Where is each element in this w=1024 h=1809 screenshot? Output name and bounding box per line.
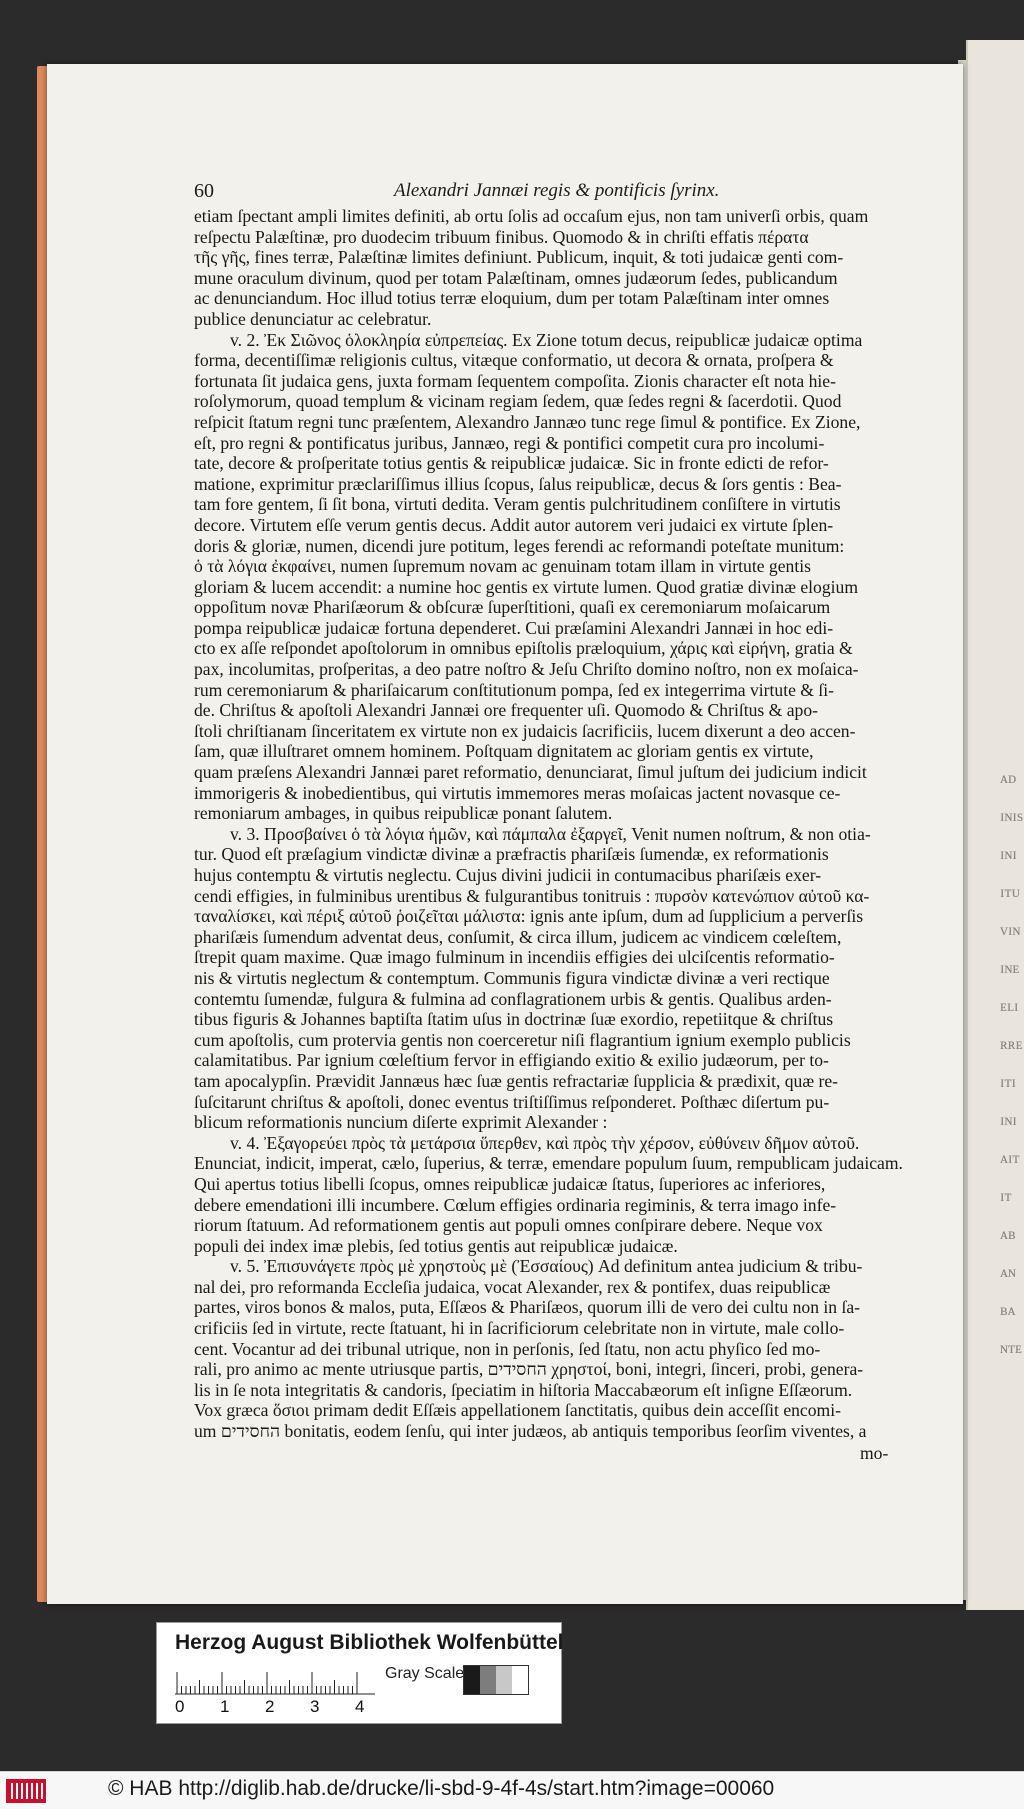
ruler-number: 2 bbox=[265, 1697, 275, 1716]
text-line: blicum reformationis nuncium diſerte exprimit Alexander : bbox=[194, 1112, 608, 1133]
ruler-number: 4 bbox=[355, 1697, 365, 1716]
next-page-fragment: ᴀɪᴛ bbox=[1000, 1150, 1020, 1167]
text-line: v. 3. Προσβαίνει ὁ τὰ λόγια ἡμῶν, καὶ πάμπαλα ἐξαργεῖ, Venit numen noſtrum, & non otia- bbox=[230, 823, 871, 844]
running-title: Alexandri Jannæi regis & pontificis ſyrinx. bbox=[394, 180, 720, 201]
next-page-fragment: ᴠɪɴ bbox=[1000, 922, 1021, 939]
text-line: roſolymorum, quoad templum & vicinam regiam ſedem, quæ ſedes regni & ſacerdotii. Quod bbox=[194, 391, 842, 412]
next-page-fragment: ɪɴɪ bbox=[1000, 1112, 1017, 1129]
text-line: tur. Quod eſt præſagium vindictæ divinæ a præfractis phariſæis ſumendæ, ex reformationis bbox=[194, 844, 829, 865]
text-line: de. Chriſtus & apoſtoli Alexandri Jannæi ore frequenter uſi. Quomodo & Chriſtus & apo- bbox=[194, 700, 818, 721]
next-page-fragment: ɪᴛᴜ bbox=[1000, 884, 1021, 901]
text-line: v. 4. Ἐξαγορεύει πρὸς τὰ μετάρσια ὕπερθεν, καὶ πρὸς τὴν χέρσον, εὐθύνειν δῆμον αὐτοῦ. bbox=[230, 1132, 860, 1153]
next-page-fragment: ɪᴛɪ bbox=[1000, 1074, 1016, 1091]
text-line: tam apocalypſin. Prævidit Jannæus hæc ſuæ gentis refractariæ ſupplicia & prædixit, quæ re- bbox=[194, 1070, 839, 1091]
hab-logo-icon bbox=[6, 1779, 46, 1803]
next-page-fragment: ɪɴᴇ bbox=[1000, 960, 1020, 977]
text-line: ſtoli chriſtianam ſinceritatem ex virtute non ex judaicis ſacrificiis, lucem dixerunt a deo accen- bbox=[194, 720, 856, 741]
gray-scale-patches bbox=[463, 1665, 529, 1695]
text-line: ταναλίσκει, καὶ πέριξ αὐτοῦ ῥοιζεῖται μάλιστα: ignis ante ipſum, dum ad ſupplicium a perverſis bbox=[194, 906, 864, 927]
text-line: rali, pro animo ac mente utriusque partis, החסידים χρηστοί, boni, integri, ſinceri, probi, genera- bbox=[194, 1359, 864, 1380]
text-line: cto ex aſſe reſpondet apoſtolorum in omnibus epiſtolis præloquium, χάρις καὶ εἰρήνη, gratia & bbox=[194, 638, 853, 659]
source-url[interactable]: © HAB http://diglib.hab.de/drucke/li-sbd-9-4f-4s/start.htm?image=00060 bbox=[108, 1777, 775, 1800]
text-line: tate, decore & proſperitate totius gentis & reipublicæ judaicæ. Sic in fronte edicti de refor- bbox=[194, 453, 829, 474]
ruler-number: 0 bbox=[175, 1697, 185, 1716]
footer-bar bbox=[0, 1771, 1024, 1809]
text-line: cent. Vocantur ad dei tribunal utrique, non in perſonis, ſed ſtatu, non actu phyſico ſed mo- bbox=[194, 1338, 821, 1359]
text-line: populi dei index imæ plebis, ſed totius gentis aut reipublicæ judaicæ. bbox=[194, 1235, 678, 1256]
text-line: etiam ſpectant ampli limites definiti, ab ortu ſolis ad occaſum ejus, non tam univerſi orbis, quam bbox=[194, 206, 869, 226]
running-head bbox=[194, 180, 914, 208]
text-line: quam præſens Alexandri Jannæi paret reformatio, denunciarat, ſimul juſtum dei judicium indicit bbox=[194, 762, 867, 783]
next-page-fragment: ʀʀᴇ bbox=[1000, 1036, 1023, 1053]
text-line: ſtrepit quam maxime. Quæ imago fulminum in incendiis effigies dei ulciſcentis reformatio- bbox=[194, 947, 835, 968]
text-line: reſpectu Palæſtinæ, pro duodecim tribuum finibus. Quomodo & in chriſti effatis πέρατα bbox=[194, 226, 809, 247]
ruler-number: 1 bbox=[220, 1697, 230, 1716]
text-line: publice denunciatur ac celebratur. bbox=[194, 308, 432, 329]
gray-patch bbox=[464, 1666, 480, 1694]
text-line: doris & gloriæ, numen, dicendi jure potitum, leges ferendi ac reformandi poteſtate munitum: bbox=[194, 535, 845, 556]
ruler-number: 3 bbox=[310, 1697, 320, 1716]
text-line: Vox græca ὅσιοι primam dedit Eſſæis appellationem ſanctitatis, quibus dein acceſſit encomi- bbox=[194, 1400, 841, 1421]
text-line: phariſæis ſumendum adventat deus, conſumit, & circa illum, judicem ac vindicem cœleſtem, bbox=[194, 926, 842, 947]
text-line: riorum ſtatuum. Ad reformationem gentis aut populi omnes conſpirare debere. Neque vox bbox=[194, 1215, 823, 1236]
text-line: decore. Virtutem eſſe verum gentis decus. Addit autor autorem veri judaici ex virtute ſplen- bbox=[194, 514, 834, 535]
page-number: 60 bbox=[194, 180, 214, 202]
text-line: τῆς γῆς, fines terræ, Palæſtinæ limites definiunt. Publicum, inquit, & toti judaicæ genti com- bbox=[194, 247, 844, 268]
text-line: fortunata ſit judaica gens, juxta formam ſequentem compoſita. Zionis character eſt nota hie- bbox=[194, 370, 836, 391]
text-line: ὁ τὰ λόγια ἐκφαίνει, numen ſupremum novam ac genuinam totam illam in virtute gentis bbox=[194, 556, 811, 577]
next-page-fragment: ʙᴀ bbox=[1000, 1302, 1016, 1319]
text-line: gloriam & lucem accendit: a numine hoc gentis ex virtute lumen. Quod gratiæ divinæ elogium bbox=[194, 576, 859, 597]
next-page-fragment: ᴇʟɪ bbox=[1000, 998, 1019, 1015]
text-line: reſpicit ſtatum regni tunc præſentem, Alexandro Jannæo tunc rege ſimul & pontifice. Ex Zione, bbox=[194, 411, 861, 432]
gray-patch bbox=[480, 1666, 496, 1694]
text-line: cum apoſtolis, cum protervia gentis non coerceretur niſi flagrantium ignium exemplo publicis bbox=[194, 1029, 851, 1050]
text-line: v. 5. Ἐπισυνάγετε πρὸς μὲ χρηστοὺς μὲ (Ἐσσαίους) Ad definitum antea judicium & tribu- bbox=[230, 1256, 863, 1277]
text-line: matione, exprimitur præclariſſimus illius ſcopus, ſalus reipublicæ, decus & ſors gentis : Bea- bbox=[194, 473, 842, 494]
catchword: mo- bbox=[860, 1443, 889, 1463]
text-line: debere emendationi illi incumbere. Cœlum effigies ordinaria regiminis, & terra imago infe- bbox=[194, 1194, 837, 1215]
text-line: partes, viros bonos & malos, puta, Eſſæos & Phariſæos, quorum illi de vero dei cultu non in ſa- bbox=[194, 1297, 861, 1318]
text-line: ſuſcitarunt chriſtus & apoſtoli, donec eventus triſtiſſimus reſponderet. Poſthæc diſertum pu- bbox=[194, 1091, 830, 1112]
text-line: nal dei, pro reformanda Eccleſia judaica, vocat Alexander, rex & pontifex, duas reipublicæ bbox=[194, 1276, 831, 1297]
text-line: pax, incolumitas, proſperitas, a deo patre noſtro & Jeſu Chriſto domino noſtro, non ex moſaica- bbox=[194, 659, 859, 680]
text-line: tam fore gentem, ſi ſit bona, virtuti dedita. Veram gentis pulchritudinem conſiſtere in virtutis bbox=[194, 494, 841, 515]
text-line: lis in ſe nota integritatis & candoris, ſpeciatim in hiſtoria Maccabæorum eſt inſigne Eſſæorum. bbox=[194, 1379, 853, 1400]
next-page-fragment: ɪᴛ bbox=[1000, 1188, 1012, 1205]
text-line: contemtu ſumendæ, fulgura & fulmina ad conflagrationem urbis & gentis. Qualibus arden- bbox=[194, 988, 832, 1009]
text-line: um החסידים bonitatis, eodem ſenſu, qui inter judæos, ab antiquis temporibus ſeorſim viventes, a bbox=[194, 1421, 867, 1442]
next-page-fragment: ɴᴛᴇ bbox=[1000, 1340, 1023, 1357]
text-line: forma, decentiſſimæ religionis cultus, vitæque conformatio, ut decora & ornata, proſpera & bbox=[194, 350, 834, 371]
text-line: v. 2. Ἐκ Σιῶνος ὁλοκληρία εὐπρεπείας. Ex Zione totum decus, reipublicæ judaicæ optima bbox=[230, 329, 863, 350]
gray-patch bbox=[496, 1666, 512, 1694]
library-name: Herzog August Bibliothek Wolfenbüttel bbox=[175, 1631, 564, 1654]
text-line: rum ceremoniarum & phariſaicarum conſtitutionum pompa, ſed ex integerrima virtute & ſi- bbox=[194, 679, 835, 700]
text-line: Enunciat, indicit, imperat, cælo, ſuperius, & terræ, emendare populum ſuum, rempublicam judaicam. bbox=[194, 1153, 903, 1174]
text-line: eſt, pro regni & pontificatus juribus, Jannæo, regi & pontifici competit cura pro incolumi- bbox=[194, 432, 825, 453]
next-page-fragment: ᴀᴅ bbox=[1000, 770, 1017, 787]
text-line: nis & virtutis neglectum & contemptum. Communis figura vindictæ divinæ a veri rectique bbox=[194, 967, 830, 988]
text-line: oppoſitum novæ Phariſæorum & obſcuræ ſuperſtitioni, quaſi ex ceremoniarum moſaicarum bbox=[194, 597, 831, 618]
gray-patch bbox=[512, 1666, 528, 1694]
next-page-fragments bbox=[1000, 760, 1024, 1368]
text-line: pompa reipublicæ judaicæ fortuna dependeret. Cui præſamini Alexandri Jannæi in hoc edi- bbox=[194, 617, 834, 638]
next-page-fragment: ᴀʙ bbox=[1000, 1226, 1016, 1243]
color-calibration-card bbox=[156, 1622, 562, 1724]
text-line: ac denunciandum. Hoc illud totius terræ eloquium, dum per totam Palæſtinam inter omnes bbox=[194, 288, 830, 309]
text-line: Qui apertus totius libelli ſcopus, omnes reipublicæ judaicæ ſtatus, ſuperiores ac inferiores, bbox=[194, 1173, 826, 1194]
text-line: tibus figuris & Johannes baptiſta ſtatim uſus in doctrinæ ſuæ exordio, repetiitque & chriſtus bbox=[194, 1009, 834, 1030]
next-page-fragment: ᴀɴ bbox=[1000, 1264, 1016, 1281]
text-line: ſam, quæ illuſtraret omnem hominem. Poſtquam dignitatem ac gloriam gentis ex virtute, bbox=[194, 741, 814, 762]
text-line: immorigeris & inobedientibus, qui virtutis immemores meras moſaicas jactent novasque ce- bbox=[194, 782, 841, 803]
body-text bbox=[194, 206, 934, 1491]
text-line: calamitatibus. Par ignium cœleſtium fervor in effigiando exitio & exilio judæorum, per to- bbox=[194, 1050, 829, 1071]
text-line: crificiis ſed in virtute, recte ſtatuant, hi in ſacrificiorum celebritate non in virtute, male collo- bbox=[194, 1318, 845, 1339]
ruler-numbers bbox=[175, 1697, 395, 1717]
text-line: remoniarum ambages, in quibus reipublicæ ponant ſalutem. bbox=[194, 803, 613, 824]
text-line: mune oraculum divinum, quod per totam Palæſtinam, omnes judæorum ſedes, publicandum bbox=[194, 267, 838, 288]
next-page-fragment: ɪɴɪ bbox=[1000, 846, 1017, 863]
text-line: hujus contemptu & virtutis neglectu. Cujus divini judicii in contumacibus phariſæis exer- bbox=[194, 865, 822, 885]
ruler-scale bbox=[175, 1665, 375, 1695]
text-line: cendi effigies, in fulminibus urentibus & fulgurantibus tonitruis : πυρσὸν κατενώπιον αὐτοῦ κα- bbox=[194, 885, 870, 906]
next-page-fragment: ɪɴɪs bbox=[1000, 808, 1024, 825]
gray-scale-label: Gray Scale bbox=[385, 1665, 465, 1682]
